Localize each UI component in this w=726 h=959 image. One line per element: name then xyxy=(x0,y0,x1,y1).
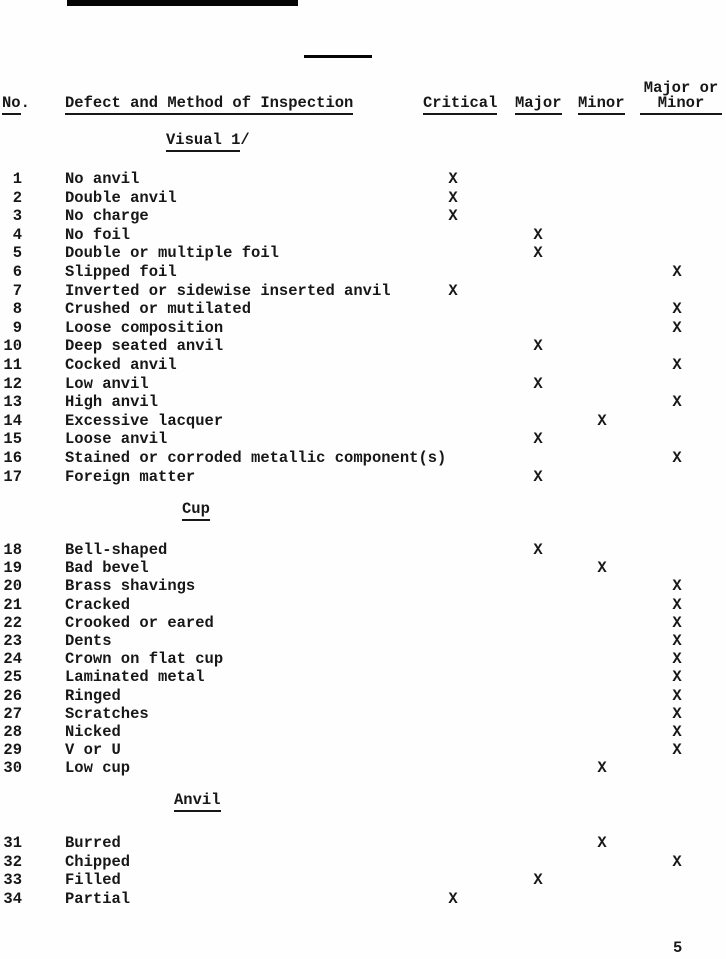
row-defect: Low anvil xyxy=(65,374,149,393)
row-defect: Partial xyxy=(65,890,131,909)
row-number: 15 xyxy=(3,430,22,449)
column-header-minor xyxy=(578,94,625,115)
table-row xyxy=(0,853,726,872)
table-row xyxy=(0,687,726,706)
table-row xyxy=(0,705,726,724)
section-heading-text: Visual 1 xyxy=(166,131,240,152)
major-mark: X xyxy=(533,225,543,244)
major-or-minor-mark: X xyxy=(672,300,682,319)
section-heading xyxy=(182,500,210,521)
column-header-critical-text: Critical xyxy=(423,94,497,115)
column-header-major-or-minor-line1: Major or xyxy=(643,79,719,97)
row-number: 33 xyxy=(3,871,22,890)
column-header-no-text: No xyxy=(2,94,21,115)
critical-mark: X xyxy=(448,170,458,188)
row-defect: Low cup xyxy=(65,759,131,778)
row-number: 23 xyxy=(3,632,22,650)
table-row xyxy=(0,723,726,742)
table-row xyxy=(0,300,726,319)
table-row xyxy=(0,668,726,687)
major-mark: X xyxy=(533,541,543,559)
major-or-minor-mark: X xyxy=(672,356,682,374)
table-row xyxy=(0,244,726,263)
column-header-major-or-minor-line2: Minor xyxy=(640,94,722,115)
table-row xyxy=(0,541,726,560)
column-header-no xyxy=(2,94,30,115)
table-row xyxy=(0,834,726,853)
table-row xyxy=(0,189,726,208)
table-row xyxy=(0,207,726,226)
row-number: 30 xyxy=(3,759,22,778)
major-or-minor-mark: X xyxy=(672,686,682,705)
table-row xyxy=(0,890,726,909)
row-number: 1 xyxy=(12,170,22,188)
row-defect: Loose composition xyxy=(65,318,224,337)
major-mark: X xyxy=(533,871,543,890)
section-heading-text: Anvil xyxy=(174,791,221,812)
row-defect: Deep seated anvil xyxy=(65,337,224,356)
table-row xyxy=(0,319,726,338)
row-number: 16 xyxy=(3,449,22,467)
row-number: 34 xyxy=(3,890,22,909)
minor-mark: X xyxy=(597,411,607,430)
critical-mark: X xyxy=(448,890,458,909)
row-defect: Crooked or eared xyxy=(65,613,214,632)
table-row xyxy=(0,263,726,282)
major-or-minor-mark: X xyxy=(672,449,682,467)
major-or-minor-mark: X xyxy=(672,613,682,632)
row-defect: Bad bevel xyxy=(65,559,149,578)
table-row xyxy=(0,375,726,394)
row-defect: Crown on flat cup xyxy=(65,650,224,669)
minor-mark: X xyxy=(597,759,607,778)
row-defect: No foil xyxy=(65,225,131,244)
row-number: 27 xyxy=(3,704,22,723)
major-or-minor-mark: X xyxy=(672,577,682,596)
row-defect: Dents xyxy=(65,632,112,650)
row-defect: Excessive lacquer xyxy=(65,411,224,430)
row-defect: Laminated metal xyxy=(65,668,205,687)
major-mark: X xyxy=(533,467,543,486)
table-row xyxy=(0,741,726,760)
section-heading xyxy=(166,131,250,152)
table-row xyxy=(0,430,726,449)
row-number: 17 xyxy=(3,467,22,486)
major-or-minor-mark: X xyxy=(672,704,682,723)
major-or-minor-mark: X xyxy=(672,595,682,614)
row-defect: Foreign matter xyxy=(65,467,196,486)
row-number: 31 xyxy=(3,834,22,852)
table-row xyxy=(0,759,726,778)
table-row xyxy=(0,577,726,596)
row-defect: Loose anvil xyxy=(65,430,168,449)
row-defect: Crushed or mutilated xyxy=(65,300,252,319)
row-defect: No charge xyxy=(65,207,149,226)
major-or-minor-mark: X xyxy=(672,668,682,687)
row-defect: No anvil xyxy=(65,170,140,188)
row-number: 28 xyxy=(3,723,22,741)
row-number: 26 xyxy=(3,686,22,705)
major-or-minor-mark: X xyxy=(672,650,682,669)
major-mark: X xyxy=(533,244,543,263)
section-heading-suffix: / xyxy=(240,131,250,149)
critical-mark: X xyxy=(448,207,458,226)
major-mark: X xyxy=(533,374,543,393)
column-header-critical xyxy=(423,94,497,115)
major-mark: X xyxy=(533,337,543,356)
column-header-major-text: Major xyxy=(515,94,562,115)
row-number: 25 xyxy=(3,668,22,687)
column-header-defect xyxy=(65,94,353,115)
row-number: 6 xyxy=(12,263,22,281)
top-title-bar xyxy=(67,0,298,6)
row-defect: Nicked xyxy=(65,723,121,741)
row-defect: Chipped xyxy=(65,852,131,871)
critical-mark: X xyxy=(448,281,458,300)
column-header-no-period: . xyxy=(20,94,30,112)
table-row xyxy=(0,449,726,468)
row-defect: Double anvil xyxy=(65,188,177,207)
table-row xyxy=(0,170,726,189)
major-or-minor-mark: X xyxy=(672,393,682,412)
row-defect: Slipped foil xyxy=(65,263,177,281)
table-row xyxy=(0,282,726,301)
critical-mark: X xyxy=(448,188,458,207)
table-row xyxy=(0,871,726,890)
row-defect: Cocked anvil xyxy=(65,356,177,374)
row-defect: Scratches xyxy=(65,704,149,723)
row-number: 9 xyxy=(12,318,22,337)
page-number: 5 xyxy=(673,939,683,957)
section-heading xyxy=(174,791,221,812)
major-or-minor-mark: X xyxy=(672,318,682,337)
major-or-minor-mark: X xyxy=(672,741,682,760)
row-number: 7 xyxy=(12,281,22,300)
table-row xyxy=(0,650,726,669)
table-row xyxy=(0,614,726,633)
row-number: 19 xyxy=(3,559,22,578)
major-or-minor-mark: X xyxy=(672,852,682,871)
column-header-major xyxy=(515,94,562,115)
row-number: 22 xyxy=(3,613,22,632)
row-number: 5 xyxy=(12,244,22,263)
row-number: 12 xyxy=(3,374,22,393)
minor-mark: X xyxy=(597,559,607,578)
row-defect: Bell-shaped xyxy=(65,541,168,559)
major-or-minor-mark: X xyxy=(672,632,682,650)
row-defect: High anvil xyxy=(65,393,159,412)
section-heading-text: Cup xyxy=(182,500,210,521)
row-number: 18 xyxy=(3,541,22,559)
row-number: 14 xyxy=(3,411,22,430)
row-number: 3 xyxy=(12,207,22,226)
row-number: 4 xyxy=(12,225,22,244)
row-number: 32 xyxy=(3,852,22,871)
row-defect: Inverted or sidewise inserted anvil xyxy=(65,281,391,300)
row-defect: Stained or corroded metallic component(s) xyxy=(65,449,447,467)
row-number: 24 xyxy=(3,650,22,669)
row-number: 21 xyxy=(3,595,22,614)
row-defect: Double or multiple foil xyxy=(65,244,279,263)
row-defect: Burred xyxy=(65,834,121,852)
row-number: 11 xyxy=(3,356,22,374)
table-row xyxy=(0,632,726,651)
major-or-minor-mark: X xyxy=(672,723,682,741)
row-number: 10 xyxy=(3,337,22,356)
major-mark: X xyxy=(533,430,543,449)
row-defect: Cracked xyxy=(65,595,131,614)
row-number: 8 xyxy=(12,300,22,319)
table-row xyxy=(0,596,726,615)
table-row xyxy=(0,226,726,245)
row-number: 29 xyxy=(3,741,22,760)
table-row xyxy=(0,559,726,578)
column-header-defect-text: Defect and Method of Inspection xyxy=(65,94,353,115)
minor-mark: X xyxy=(597,834,607,852)
table-row xyxy=(0,393,726,412)
row-number: 20 xyxy=(3,577,22,596)
major-or-minor-mark: X xyxy=(672,263,682,281)
table-row xyxy=(0,337,726,356)
row-defect: Ringed xyxy=(65,686,121,705)
row-number: 13 xyxy=(3,393,22,412)
row-defect: Brass shavings xyxy=(65,577,196,596)
row-defect: Filled xyxy=(65,871,121,890)
table-row xyxy=(0,468,726,487)
column-header-minor-text: Minor xyxy=(578,94,625,115)
table-row xyxy=(0,356,726,375)
table-row xyxy=(0,412,726,431)
row-defect: V or U xyxy=(65,741,121,760)
row-number: 2 xyxy=(12,188,22,207)
short-rule xyxy=(304,55,372,58)
